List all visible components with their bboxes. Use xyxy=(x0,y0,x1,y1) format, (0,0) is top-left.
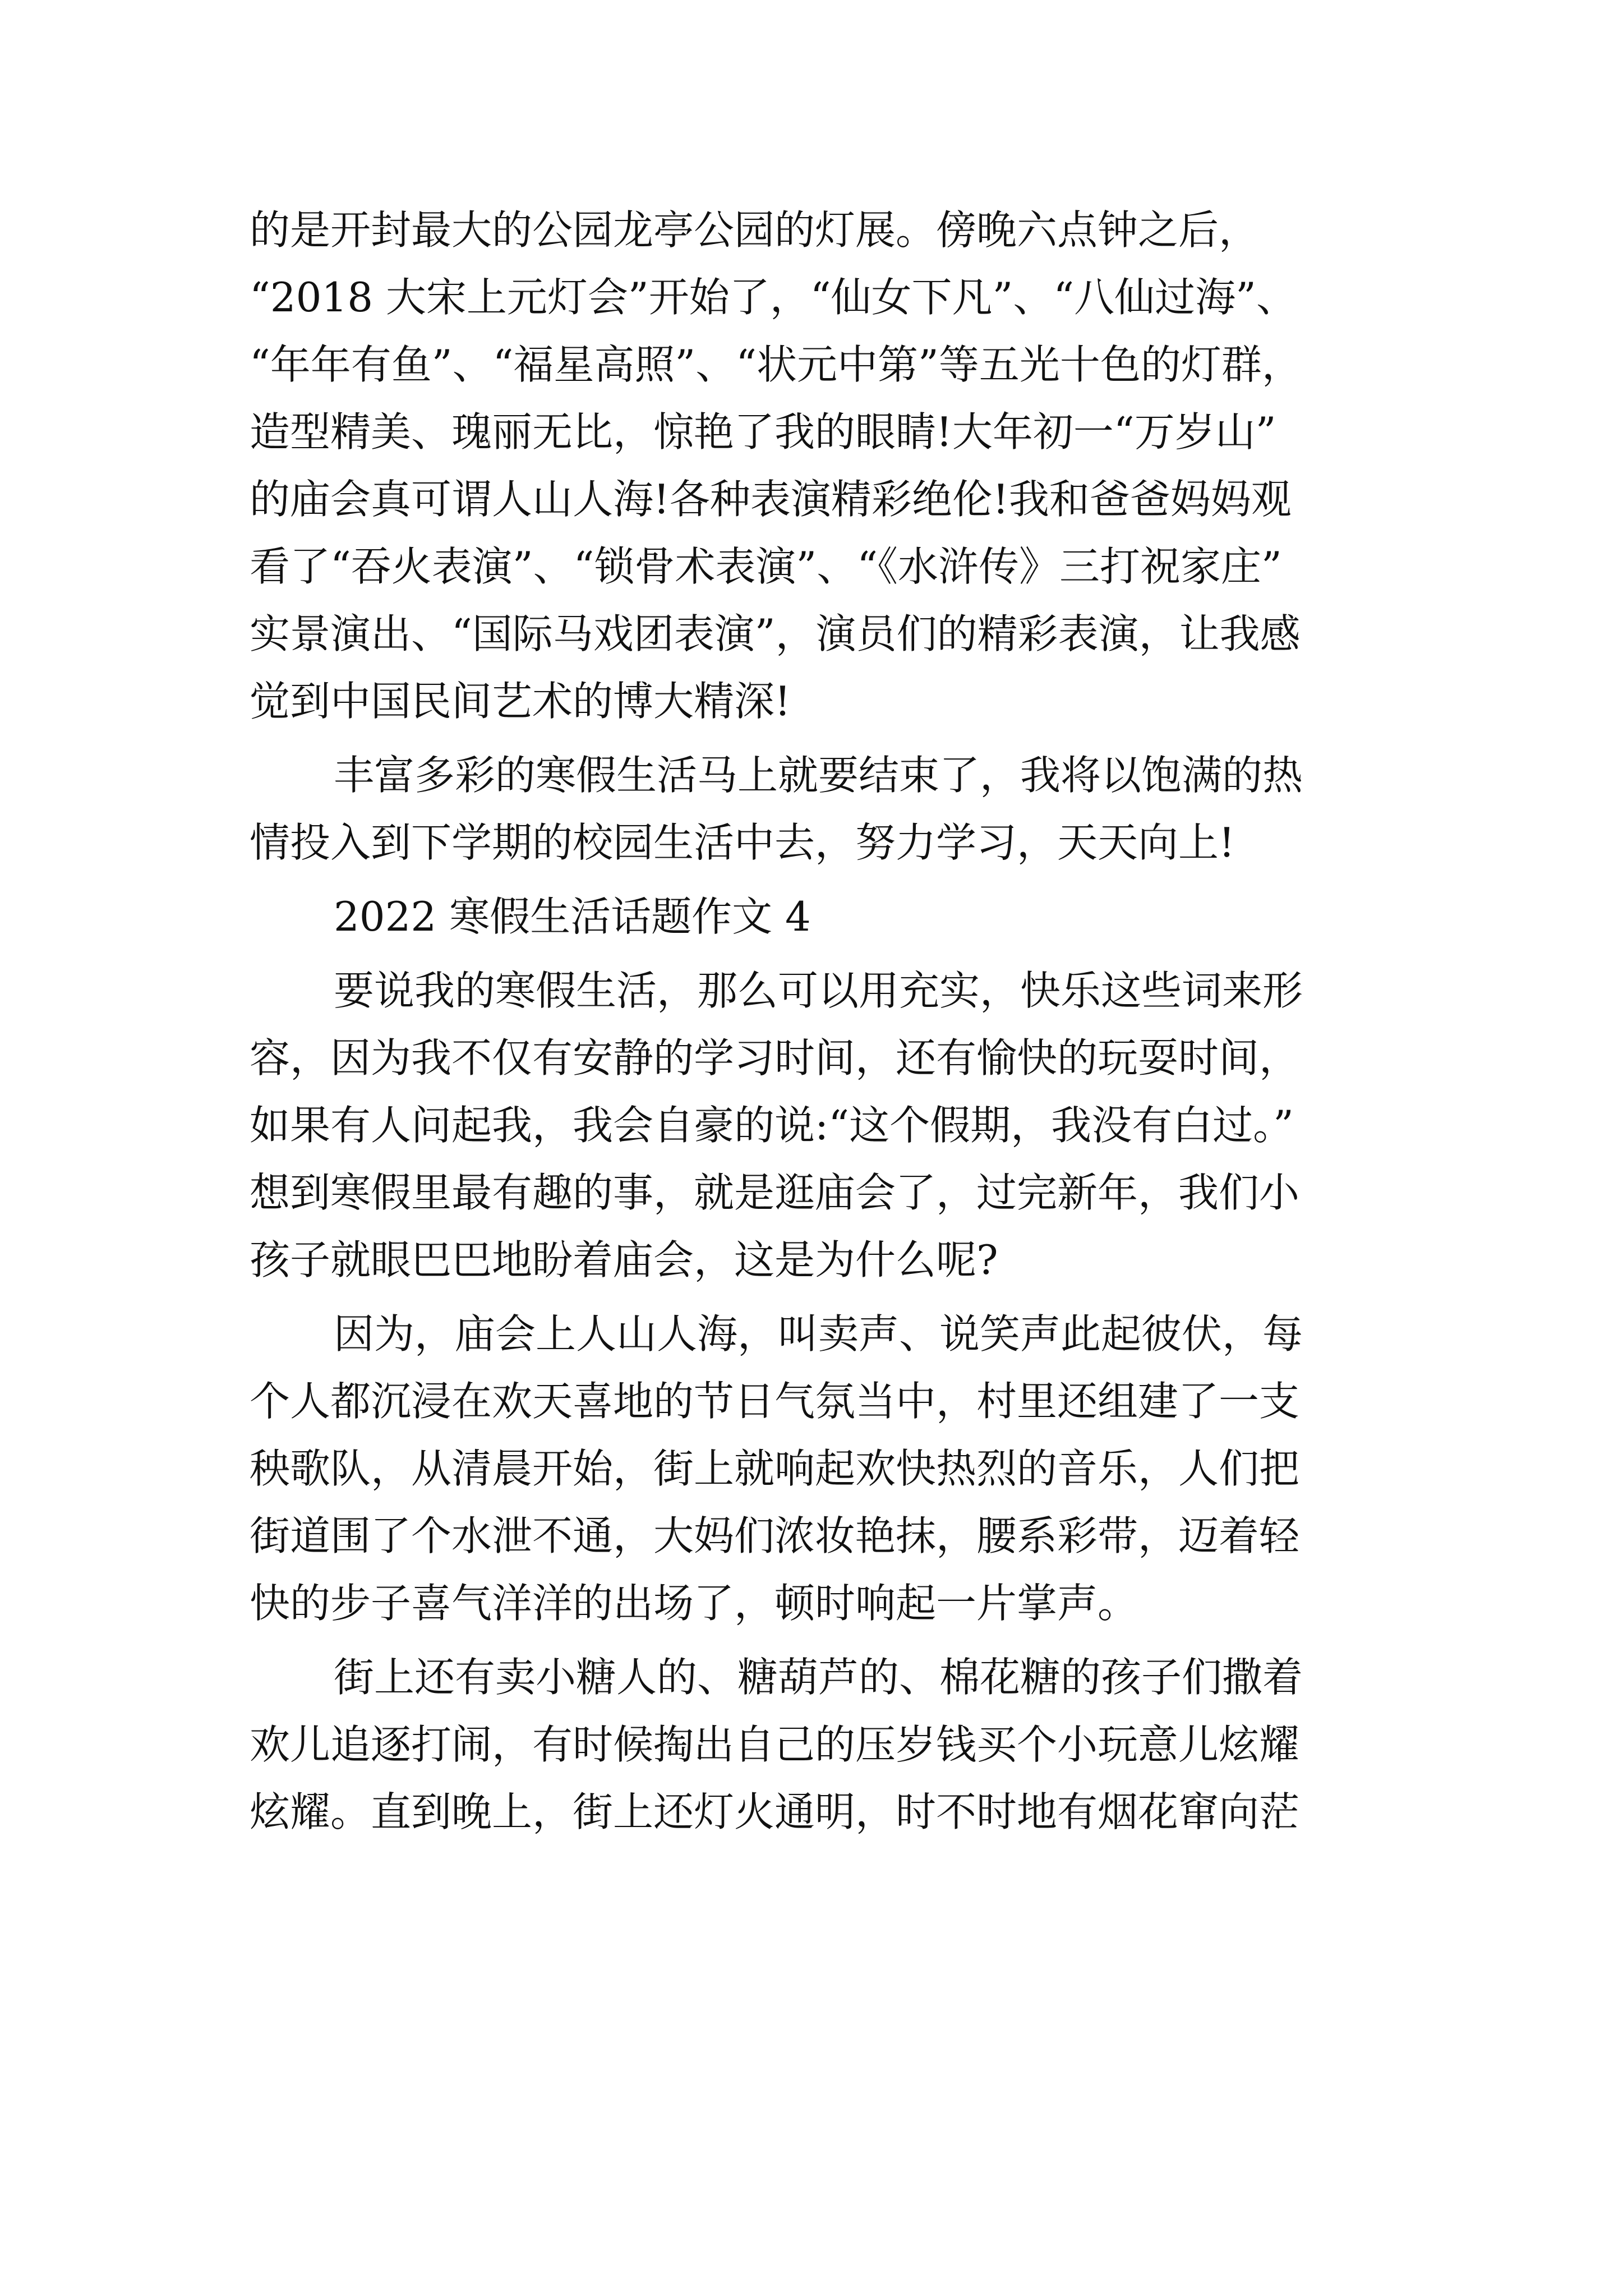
text-line: 看了“吞火表演”、“锁骨术表演”、“《水浒传》三打祝家庄” xyxy=(250,543,1282,590)
text-line: 秧歌队，从清晨开始，街上就响起欢快热烈的音乐，人们把 xyxy=(250,1445,1300,1492)
text-line: 快的步子喜气洋洋的出场了，顿时响起一片掌声。 xyxy=(250,1580,1138,1627)
text-line: 情投入到下学期的校园生活中去，努力学习，天天向上! xyxy=(250,819,1235,866)
text-line: 丰富多彩的寒假生活马上就要结束了，我将以饱满的热 xyxy=(334,752,1303,799)
paragraph-3 xyxy=(250,957,1433,1294)
text-line: 孩子就眼巴巴地盼着庙会，这是为什么呢? xyxy=(250,1236,998,1283)
text-line: 觉到中国民间艺术的博大精深! xyxy=(250,678,791,725)
paragraph-1 xyxy=(250,196,1433,735)
text-line: “2018 大宋上元灯会”开始了，“仙女下凡”、“八仙过海”、 xyxy=(250,274,1297,321)
text-line: 造型精美、瑰丽无比，惊艳了我的眼睛!大年初一“万岁山” xyxy=(250,408,1276,455)
document-body xyxy=(250,196,1433,1846)
text-line: 因为，庙会上人山人海，叫卖声、说笑声此起彼伏，每 xyxy=(334,1310,1303,1358)
paragraph-2 xyxy=(250,742,1433,876)
paragraph-4 xyxy=(250,1300,1433,1637)
text-line: 实景演出、“国际马戏团表演”，演员们的精彩表演，让我感 xyxy=(250,610,1301,657)
text-line: 欢儿追逐打闹，有时候掏出自己的压岁钱买个小玩意儿炫耀 xyxy=(250,1721,1300,1768)
paragraph-5 xyxy=(250,1644,1433,1846)
text-line: 的庙会真可谓人山人海!各种表演精彩绝伦!我和爸爸妈妈观 xyxy=(250,476,1292,523)
text-line: 容，因为我不仅有安静的学习时间，还有愉快的玩耍时间， xyxy=(250,1034,1300,1082)
text-line: “年年有鱼”、“福星高照”、“状元中第”等五光十色的灯群， xyxy=(250,341,1302,388)
text-line: 如果有人问起我，我会自豪的说:“这个假期，我没有白过。” xyxy=(250,1102,1294,1149)
text-line: 炫耀。直到晚上，街上还灯火通明，时不时地有烟花窜向茫 xyxy=(250,1788,1300,1835)
text-line: 想到寒假里最有趣的事，就是逛庙会了，过完新年，我们小 xyxy=(250,1169,1300,1216)
text-line: 的是开封最大的公园龙亭公园的灯展。傍晚六点钟之后， xyxy=(250,206,1260,254)
text-line: 街道围了个水泄不通，大妈们浓妆艳抹，腰系彩带，迈着轻 xyxy=(250,1512,1300,1559)
text-line: 街上还有卖小糖人的、糖葫芦的、棉花糖的孩子们撒着 xyxy=(334,1654,1303,1701)
section-heading: 2022 寒假生活话题作文 4 xyxy=(334,893,811,940)
text-line: 个人都沉浸在欢天喜地的节日气氛当中，村里还组建了一支 xyxy=(250,1378,1300,1425)
text-line: 要说我的寒假生活，那么可以用充实，快乐这些词来形 xyxy=(334,967,1303,1014)
